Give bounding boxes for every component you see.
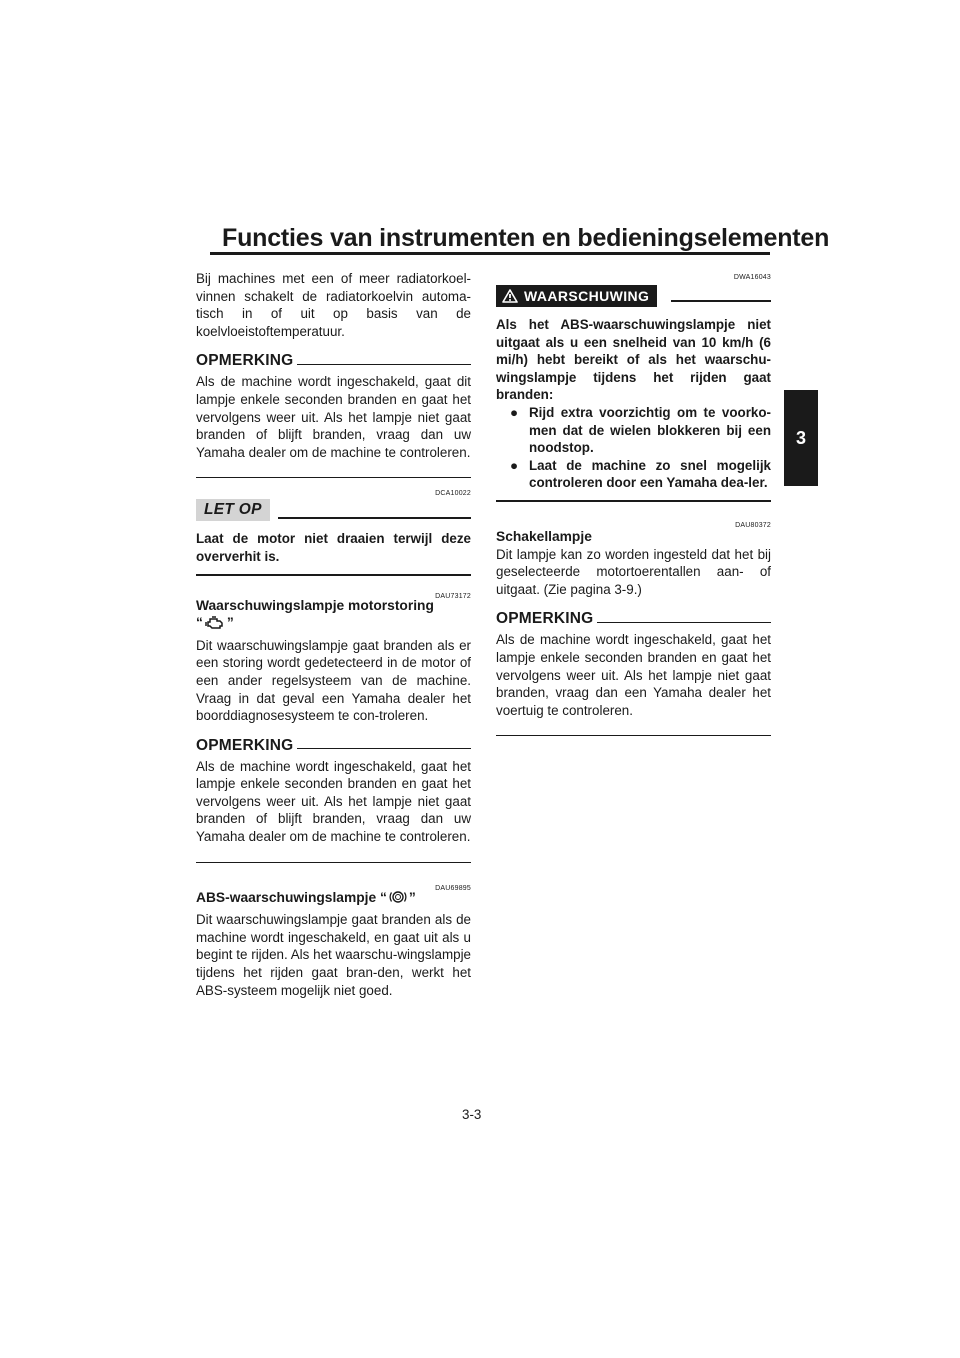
warning-title: WAARSCHUWING — [524, 288, 650, 304]
warning-badge — [496, 285, 657, 307]
caution-code: DCA10022 — [435, 490, 471, 498]
note-end-rule — [196, 477, 471, 478]
abs-text: Dit waarschuwingslampje gaat branden als de machine wordt ingeschakeld, en gaat uit als u begint te rijden. Als het waarschu-wingslampje tijdens het rijden gaat bran-den, werkt het ABS-systeem mogelijk niet goed. — [196, 912, 471, 998]
switch-code: DAU80372 — [735, 521, 771, 529]
note-title: OPMERKING — [196, 736, 294, 754]
warning-heading — [496, 285, 771, 307]
note-heading-rule — [297, 364, 471, 365]
note-heading-3 — [496, 610, 771, 628]
abs-title-prefix: ABS-waarschuwingslampje “ — [196, 889, 387, 905]
warning-triangle-icon — [502, 289, 518, 303]
note-end-rule — [496, 735, 771, 736]
switch-text: Dit lampje kan zo worden ingesteld dat het bij geselecteerde motortoerentallen aan- of uitgaat. (Zie pagina 3-9.) — [496, 546, 771, 597]
warning-bullet-list — [496, 404, 771, 492]
note-heading-1 — [196, 352, 471, 370]
caution-heading — [196, 499, 471, 521]
caution-badge: LET OP — [196, 499, 270, 521]
note-text-2: Als de machine wordt ingeschakeld, gaat het lampje enkele seconden branden en gaat het vervolgens weer uit. Als het lampje niet gaat branden of blijft branden, vraag dan uw Yamaha dealer om de machine te controleren. — [196, 758, 471, 845]
quote-open: “ — [196, 615, 203, 631]
note-title: OPMERKING — [496, 610, 594, 628]
chapter-number: 3 — [795, 427, 806, 448]
bullet-icon: ● — [510, 404, 519, 420]
engine-warning-text: Dit waarschuwingslampje gaat branden als er een storing wordt gedetecteerd in de motor of een ander regelsysteem van de machine. Vraag in dat geval een Yamaha dealer het boorddiagnosesysteem te con-troleren. — [196, 637, 471, 724]
chapter-tab — [784, 390, 818, 486]
bullet-icon: ● — [510, 457, 519, 473]
engine-warning-title — [196, 597, 471, 635]
bullet-text: Rijd extra voorzichtig om te voorko-men dat de wielen blokkeren bij een noodstop. — [529, 404, 771, 456]
note-text-1: Als de machine wordt ingeschakeld, gaat dit lampje enkele seconden branden en gaat het vervolgens weer uit. Als het lampje niet gaat branden of blijft branden, vraag dan uw Yamaha dealer om de machine te controleren. — [196, 374, 471, 460]
bullet-text: Laat de machine zo snel mogelijk controleren door een Yamaha dea-ler. — [529, 457, 771, 491]
list-item — [510, 457, 771, 492]
caution-end-rule — [196, 574, 471, 576]
list-item — [510, 404, 771, 457]
abs-icon — [389, 889, 407, 910]
header-rule — [210, 252, 770, 255]
engine-icon — [205, 616, 225, 635]
warning-heading-rule — [671, 300, 771, 302]
note-heading-2 — [196, 737, 471, 755]
abs-title — [196, 889, 471, 910]
switch-title: Schakellampje — [496, 528, 592, 544]
caution-heading-rule — [278, 517, 471, 519]
note-heading-rule — [597, 622, 771, 623]
engine-warning-code: DAU73172 — [435, 592, 471, 600]
right-column — [496, 270, 771, 736]
note-title: OPMERKING — [196, 352, 294, 370]
intro-paragraph: Bij machines met een of meer radiatorkoel-vinnen schakelt de radiatorkoelvin automa-tisch in of uit op basis van de koelvloeistoftemperatuur. — [196, 271, 471, 339]
left-column — [196, 270, 471, 999]
abs-title-suffix: ” — [408, 889, 416, 905]
caution-text: Laat de motor niet draaien terwijl deze oververhit is. — [196, 531, 471, 564]
note-heading-rule — [297, 748, 471, 749]
note-end-rule — [196, 862, 471, 863]
note-text-3: Als de machine wordt ingeschakeld, gaat het lampje enkele seconden branden en gaat het vervolgens weer uit. Als het lampje niet gaat branden, vraag dan een Yamaha dealer het voertuig te controleren. — [496, 632, 771, 718]
abs-code: DAU69895 — [435, 884, 471, 892]
warning-text: Als het ABS-waarschuwingslampje niet uitgaat als u een snelheid van 10 km/h (6 mi/h) hebt bereikt of als het waarschu-wingslampje tijdens het rijden gaat branden: — [496, 317, 771, 403]
quote-close: ” — [226, 615, 234, 631]
warning-end-rule — [496, 500, 771, 502]
warning-code: DWA16043 — [733, 274, 771, 281]
page-number: 3-3 — [462, 1107, 482, 1122]
page-header-title: Functies van instrumenten en bedieningselementen — [222, 224, 830, 252]
engine-warning-title-line1: Waarschuwingslampje motorstoring — [196, 597, 434, 613]
